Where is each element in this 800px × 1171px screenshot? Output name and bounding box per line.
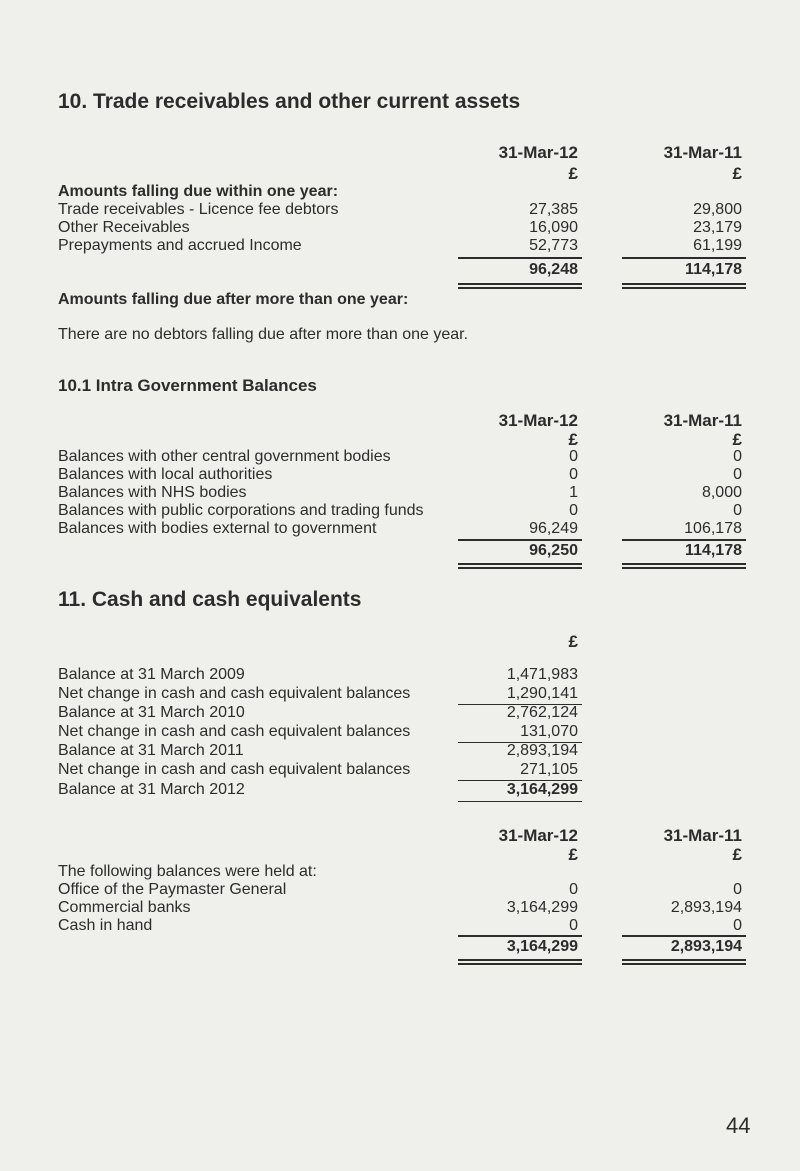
total-double-rule bbox=[622, 959, 746, 961]
total-double-rule bbox=[622, 283, 746, 285]
total-double-rule bbox=[458, 963, 582, 965]
total-double-rule bbox=[458, 567, 582, 569]
table-row-value-2012: 1 bbox=[569, 484, 578, 501]
table-row-value-2011: 29,800 bbox=[693, 201, 742, 218]
table-row-label: Balances with other central government bodies bbox=[58, 448, 391, 465]
table-row-value-2012: 52,773 bbox=[529, 237, 578, 254]
note-10-col1-header: 31-Mar-12 bbox=[498, 143, 578, 162]
total-double-rule bbox=[622, 567, 746, 569]
total-value-2011: 2,893,194 bbox=[670, 938, 742, 955]
table-row-value: 131,070 bbox=[520, 723, 578, 740]
table-row-label: Balances with NHS bodies bbox=[58, 484, 247, 501]
note-11-heading: 11. Cash and cash equivalents bbox=[58, 588, 362, 611]
table-row-value: 1,290,141 bbox=[506, 685, 578, 702]
total-double-rule bbox=[622, 563, 746, 565]
table-row-label: Balance at 31 March 2011 bbox=[58, 742, 244, 759]
table-row-value-2011: 106,178 bbox=[684, 520, 742, 537]
page-number: 44 bbox=[726, 1113, 751, 1138]
table-row-value: 271,105 bbox=[520, 761, 578, 778]
table-row-value-2012: 0 bbox=[569, 502, 578, 519]
table-row-value: 3,164,299 bbox=[506, 781, 578, 798]
table-row-value-2012: 16,090 bbox=[529, 219, 578, 236]
table-row-value-2011: 61,199 bbox=[693, 237, 742, 254]
subtotal-rule bbox=[458, 935, 582, 937]
table-row-value-2012: 27,385 bbox=[529, 201, 578, 218]
note-10-heading: 10. Trade receivables and other current assets bbox=[58, 90, 521, 113]
table-row-value-2012: 96,249 bbox=[529, 520, 578, 537]
held-balances-intro: The following balances were held at: bbox=[58, 863, 317, 880]
subtotal-rule bbox=[458, 257, 582, 259]
table-row-label: Balances with bodies external to government bbox=[58, 520, 377, 537]
table-row-label: Other Receivables bbox=[58, 219, 190, 236]
note-10-1-col1-header: 31-Mar-12 bbox=[498, 411, 578, 430]
note-10-col2-header: 31-Mar-11 bbox=[663, 143, 742, 162]
table-row-label: Prepayments and accrued Income bbox=[58, 237, 302, 254]
subtotal-rule bbox=[622, 539, 746, 541]
table-row-value-2011: 0 bbox=[733, 881, 742, 898]
note-10-1-col1-currency: £ bbox=[568, 430, 578, 449]
total-value-2012: 96,248 bbox=[529, 261, 578, 278]
total-double-rule bbox=[458, 283, 582, 285]
subtotal-rule bbox=[458, 539, 582, 541]
after-one-year-heading: Amounts falling due after more than one year: bbox=[58, 291, 409, 308]
total-double-rule bbox=[622, 287, 746, 289]
table-row-label: Net change in cash and cash equivalent balances bbox=[58, 723, 411, 740]
table-row-value-2012: 0 bbox=[569, 448, 578, 465]
table-row-label: Balance at 31 March 2012 bbox=[58, 781, 245, 798]
total-value-2011: 114,178 bbox=[685, 261, 742, 278]
note-10-col1-currency: £ bbox=[568, 164, 578, 183]
note-11-col2-header: 31-Mar-11 bbox=[663, 826, 742, 845]
table-row-label: Balances with local authorities bbox=[58, 466, 273, 483]
subtotal-rule bbox=[622, 257, 746, 259]
table-row-value: 1,471,983 bbox=[506, 666, 578, 683]
note-10-1-heading: 10.1 Intra Government Balances bbox=[58, 376, 317, 395]
table-row-label: Commercial banks bbox=[58, 899, 191, 916]
within-one-year-heading: Amounts falling due within one year: bbox=[58, 183, 339, 200]
table-row-label: Office of the Paymaster General bbox=[58, 881, 287, 898]
table-row-label: Net change in cash and cash equivalent balances bbox=[58, 761, 411, 778]
table-row-label: Balance at 31 March 2009 bbox=[58, 666, 245, 683]
table-row-label: Cash in hand bbox=[58, 917, 153, 934]
table-row-value: 2,762,124 bbox=[506, 704, 578, 721]
table-row-label: Balances with public corporations and trading funds bbox=[58, 502, 424, 519]
total-double-rule bbox=[458, 563, 582, 565]
table-row-value-2012: 0 bbox=[569, 917, 578, 934]
after-one-year-text: There are no debtors falling due after more than one year. bbox=[58, 326, 469, 343]
table-row-value-2011: 2,893,194 bbox=[670, 899, 742, 916]
table-row-value-2012: 0 bbox=[569, 466, 578, 483]
table-row-label: Balance at 31 March 2010 bbox=[58, 704, 245, 721]
table-row-value-2011: 0 bbox=[733, 466, 742, 483]
total-double-rule bbox=[458, 287, 582, 289]
table-row-value-2011: 0 bbox=[733, 502, 742, 519]
table-row-label: Net change in cash and cash equivalent balances bbox=[58, 685, 411, 702]
total-value-2012: 3,164,299 bbox=[506, 938, 578, 955]
total-value-2011: 114,178 bbox=[685, 542, 742, 559]
total-value-2012: 96,250 bbox=[529, 542, 578, 559]
note-10-1-col2-header: 31-Mar-11 bbox=[663, 411, 742, 430]
table-row-label: Trade receivables - Licence fee debtors bbox=[58, 201, 339, 218]
note-11-col2-currency: £ bbox=[732, 845, 742, 864]
table-row-value-2011: 23,179 bbox=[693, 219, 742, 236]
table-row-value: 2,893,194 bbox=[506, 742, 578, 759]
table-row-value-2012: 0 bbox=[569, 881, 578, 898]
total-double-rule bbox=[622, 963, 746, 965]
note-10-1-col2-currency: £ bbox=[732, 430, 742, 449]
table-row-value-2012: 3,164,299 bbox=[506, 899, 578, 916]
note-11-col1-currency: £ bbox=[568, 845, 578, 864]
note-11-currency: £ bbox=[568, 632, 578, 651]
table-row-value-2011: 0 bbox=[733, 448, 742, 465]
table-row-value-2011: 0 bbox=[733, 917, 742, 934]
total-double-rule bbox=[458, 959, 582, 961]
subtotal-rule bbox=[622, 935, 746, 937]
table-row-value-2011: 8,000 bbox=[701, 484, 742, 501]
note-11-col1-header: 31-Mar-12 bbox=[498, 826, 578, 845]
total-rule bbox=[458, 801, 582, 802]
note-10-col2-currency: £ bbox=[732, 164, 742, 183]
